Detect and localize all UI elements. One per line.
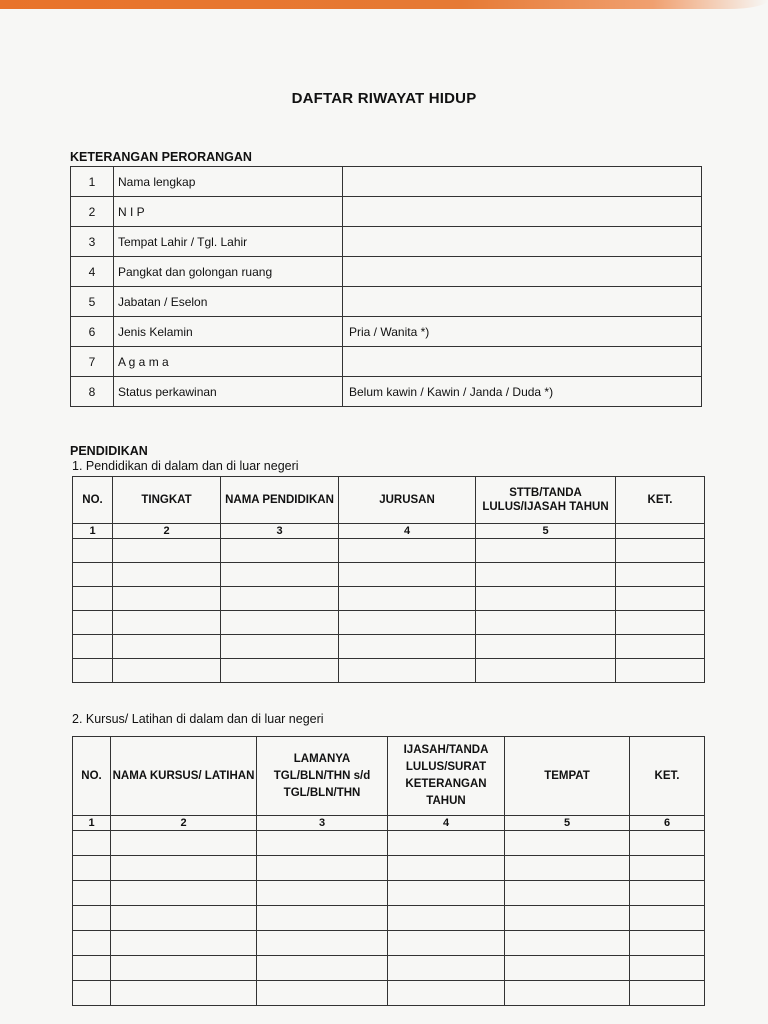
table-row: [73, 906, 705, 931]
table-cell[interactable]: [73, 956, 111, 981]
table-cell[interactable]: [73, 831, 111, 856]
field-label: Status perkawinan: [114, 377, 343, 407]
table-cell[interactable]: [630, 906, 705, 931]
field-value[interactable]: [343, 167, 702, 197]
column-header: TINGKAT: [113, 477, 221, 524]
table-cell[interactable]: [630, 856, 705, 881]
table-header-row: [73, 477, 705, 524]
table-cell[interactable]: [616, 587, 705, 611]
row-number: 3: [71, 227, 114, 257]
table-row: [73, 635, 705, 659]
field-value[interactable]: [343, 227, 702, 257]
table-row: [71, 317, 702, 347]
table-cell[interactable]: [73, 635, 113, 659]
table-cell[interactable]: [476, 563, 616, 587]
personal-section-title: KETERANGAN PERORANGAN: [70, 150, 252, 164]
table-cell[interactable]: [616, 611, 705, 635]
table-row: [71, 377, 702, 407]
column-header: STTB/TANDA LULUS/IJASAH TAHUN: [476, 477, 616, 524]
table-row: [71, 257, 702, 287]
table-row: [73, 956, 705, 981]
table-cell[interactable]: [339, 635, 476, 659]
field-value[interactable]: Pria / Wanita *): [343, 317, 702, 347]
table-cell[interactable]: [221, 659, 339, 683]
table-cell[interactable]: [111, 956, 257, 981]
table-cell[interactable]: [339, 659, 476, 683]
field-label: Nama lengkap: [114, 167, 343, 197]
field-value[interactable]: [343, 287, 702, 317]
table-cell[interactable]: [111, 881, 257, 906]
table-cell[interactable]: [476, 539, 616, 563]
table-cell[interactable]: [505, 956, 630, 981]
table-cell[interactable]: [388, 981, 505, 1006]
column-header: NAMA PENDIDIKAN: [221, 477, 339, 524]
column-index: 2: [113, 524, 221, 539]
table-cell[interactable]: [505, 931, 630, 956]
row-number: 4: [71, 257, 114, 287]
column-index: 3: [257, 816, 388, 831]
table-cell[interactable]: [339, 587, 476, 611]
row-number: 7: [71, 347, 114, 377]
column-header: NAMA KURSUS/ LATIHAN: [111, 737, 257, 816]
table-cell[interactable]: [73, 881, 111, 906]
table-cell[interactable]: [388, 956, 505, 981]
table-row: [71, 197, 702, 227]
table-cell[interactable]: [616, 563, 705, 587]
table-cell[interactable]: [113, 611, 221, 635]
table-row: [71, 167, 702, 197]
row-number: 6: [71, 317, 114, 347]
education-subheading: 1. Pendidikan di dalam dan di luar negeri: [72, 459, 299, 473]
education-table: [72, 476, 705, 683]
table-cell[interactable]: [73, 856, 111, 881]
column-index: 2: [111, 816, 257, 831]
field-label: N I P: [114, 197, 343, 227]
table-cell[interactable]: [505, 981, 630, 1006]
table-cell[interactable]: [339, 539, 476, 563]
table-cell[interactable]: [388, 831, 505, 856]
table-cell[interactable]: [257, 831, 388, 856]
table-cell[interactable]: [221, 611, 339, 635]
column-index: 4: [339, 524, 476, 539]
column-header: KET.: [630, 737, 705, 816]
table-cell[interactable]: [113, 659, 221, 683]
table-cell[interactable]: [630, 956, 705, 981]
field-label: Jabatan / Eselon: [114, 287, 343, 317]
row-number: 5: [71, 287, 114, 317]
table-cell[interactable]: [339, 611, 476, 635]
table-cell[interactable]: [221, 635, 339, 659]
table-cell[interactable]: [388, 856, 505, 881]
field-value[interactable]: Belum kawin / Kawin / Janda / Duda *): [343, 377, 702, 407]
table-cell[interactable]: [476, 587, 616, 611]
table-cell[interactable]: [257, 956, 388, 981]
table-cell[interactable]: [221, 587, 339, 611]
table-cell[interactable]: [616, 539, 705, 563]
table-cell[interactable]: [113, 563, 221, 587]
column-index: 3: [221, 524, 339, 539]
field-label: Tempat Lahir / Tgl. Lahir: [114, 227, 343, 257]
row-number: 1: [71, 167, 114, 197]
column-header: TEMPAT: [505, 737, 630, 816]
table-cell[interactable]: [630, 881, 705, 906]
table-cell[interactable]: [630, 831, 705, 856]
table-cell[interactable]: [257, 906, 388, 931]
table-cell[interactable]: [111, 831, 257, 856]
field-label: A g a m a: [114, 347, 343, 377]
column-header: NO.: [73, 737, 111, 816]
table-cell[interactable]: [476, 611, 616, 635]
table-cell[interactable]: [505, 831, 630, 856]
table-row: [73, 563, 705, 587]
table-cell[interactable]: [257, 881, 388, 906]
table-cell[interactable]: [616, 659, 705, 683]
column-header: NO.: [73, 477, 113, 524]
table-cell[interactable]: [113, 587, 221, 611]
row-number: 8: [71, 377, 114, 407]
column-index: 5: [505, 816, 630, 831]
table-cell[interactable]: [221, 539, 339, 563]
table-row: [73, 881, 705, 906]
table-cell[interactable]: [505, 856, 630, 881]
table-row: [73, 587, 705, 611]
table-cell[interactable]: [111, 931, 257, 956]
field-label: Jenis Kelamin: [114, 317, 343, 347]
table-cell[interactable]: [505, 906, 630, 931]
table-cell[interactable]: [616, 635, 705, 659]
column-header: IJASAH/TANDA LULUS/SURAT KETERANGAN TAHUN: [388, 737, 505, 816]
table-cell[interactable]: [257, 856, 388, 881]
table-cell[interactable]: [111, 906, 257, 931]
column-index: 1: [73, 524, 113, 539]
course-subheading: 2. Kursus/ Latihan di dalam dan di luar negeri: [72, 712, 324, 726]
table-cell[interactable]: [388, 881, 505, 906]
table-cell[interactable]: [73, 906, 111, 931]
column-index-row: [73, 816, 705, 831]
table-row: [71, 227, 702, 257]
table-cell[interactable]: [111, 981, 257, 1006]
column-index-row: [73, 524, 705, 539]
table-row: [73, 981, 705, 1006]
column-index: 5: [476, 524, 616, 539]
column-header: JURUSAN: [339, 477, 476, 524]
table-cell[interactable]: [476, 635, 616, 659]
table-row: [73, 831, 705, 856]
field-value[interactable]: [343, 257, 702, 287]
table-cell[interactable]: [221, 563, 339, 587]
table-header-row: [73, 737, 705, 816]
table-cell[interactable]: [257, 981, 388, 1006]
table-cell[interactable]: [73, 611, 113, 635]
column-index: [616, 524, 705, 539]
table-cell[interactable]: [630, 981, 705, 1006]
column-index: 6: [630, 816, 705, 831]
field-value[interactable]: [343, 347, 702, 377]
column-index: 1: [73, 816, 111, 831]
table-cell[interactable]: [73, 981, 111, 1006]
table-row: [73, 611, 705, 635]
table-cell[interactable]: [113, 635, 221, 659]
table-row: [71, 287, 702, 317]
field-value[interactable]: [343, 197, 702, 227]
top-orange-band: [0, 0, 768, 9]
table-cell[interactable]: [73, 659, 113, 683]
table-row: [73, 539, 705, 563]
table-cell[interactable]: [73, 587, 113, 611]
column-header: KET.: [616, 477, 705, 524]
table-cell[interactable]: [388, 906, 505, 931]
education-section-title: PENDIDIKAN: [70, 444, 148, 458]
table-cell[interactable]: [73, 563, 113, 587]
table-row: [73, 856, 705, 881]
row-number: 2: [71, 197, 114, 227]
table-row: [73, 931, 705, 956]
course-table: [72, 736, 705, 1006]
table-cell[interactable]: [73, 931, 111, 956]
table-cell[interactable]: [339, 563, 476, 587]
table-cell[interactable]: [630, 931, 705, 956]
table-cell[interactable]: [505, 881, 630, 906]
table-row: [71, 347, 702, 377]
table-cell[interactable]: [476, 659, 616, 683]
table-cell[interactable]: [257, 931, 388, 956]
field-label: Pangkat dan golongan ruang: [114, 257, 343, 287]
table-cell[interactable]: [388, 931, 505, 956]
table-cell[interactable]: [111, 856, 257, 881]
personal-info-table: [70, 166, 702, 407]
table-cell[interactable]: [113, 539, 221, 563]
table-cell[interactable]: [73, 539, 113, 563]
column-index: 4: [388, 816, 505, 831]
column-header: LAMANYA TGL/BLN/THN s/d TGL/BLN/THN: [257, 737, 388, 816]
table-row: [73, 659, 705, 683]
document-title: DAFTAR RIWAYAT HIDUP: [291, 90, 477, 107]
